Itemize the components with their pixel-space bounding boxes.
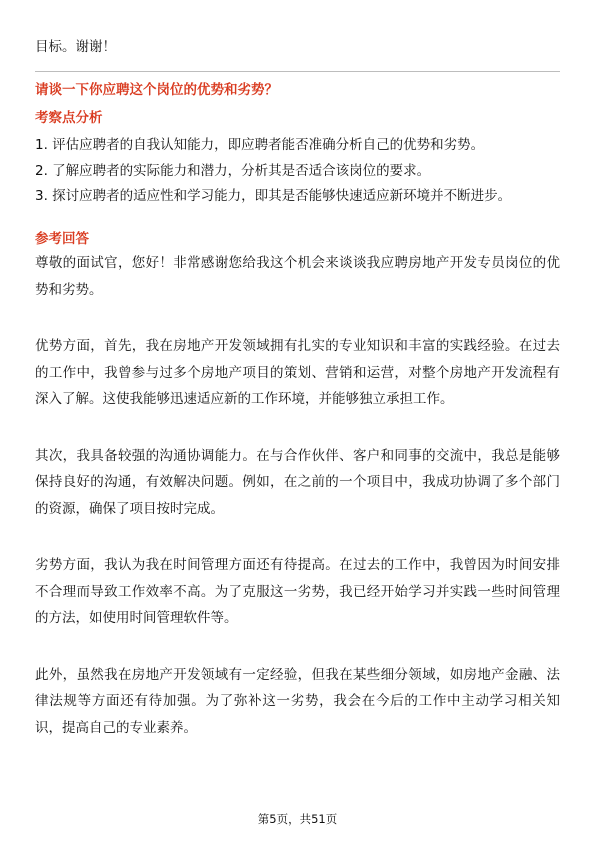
analysis-title: 考察点分析 xyxy=(35,110,103,126)
reference-answer xyxy=(35,250,560,771)
answer-paragraph: 优势方面，首先，我在房地产开发领域拥有扎实的专业知识和丰富的实践经验。在过去的工作中，我曾参与过多个房地产项目的策划、营销和运营，对整个房地产开发流程有深入了解。这使我能够迅速适应新的工作环境，并能够独立承担工作。 xyxy=(35,338,560,407)
intro-text: 目标。谢谢！ xyxy=(35,39,116,55)
answer-paragraph: 劣势方面，我认为我在时间管理方面还有待提高。在过去的工作中，我曾因为时间安排不合理而导致工作效率不高。为了克服这一劣势，我已经开始学习并实践一些时间管理的方法，如使用时间管理软件等。 xyxy=(35,557,560,626)
question-heading: 请谈一下你应聘这个岗位的优势和劣势？ xyxy=(35,82,278,98)
analysis-point: 1. 评估应聘者的自我认知能力，即应聘者能否准确分析自己的优势和劣势。 xyxy=(35,137,485,153)
answer-paragraph: 尊敬的面试官，您好！非常感谢您给我这个机会来谈谈我应聘房地产开发专员岗位的优势和劣势。 xyxy=(35,255,560,298)
divider xyxy=(35,71,560,72)
analysis-point: 3. 探讨应聘者的适应性和学习能力，即其是否能够快速适应新环境并不断进步。 xyxy=(35,188,512,204)
page-footer: 第5页，共51页 xyxy=(257,812,338,826)
reference-title: 参考回答 xyxy=(35,231,89,247)
answer-paragraph: 此外，虽然我在房地产开发领域有一定经验，但我在某些细分领域，如房地产金融、法律法规等方面还有待加强。为了弥补这一劣势，我会在今后的工作中主动学习相关知识，提高自己的专业素养。 xyxy=(35,666,560,736)
analysis-point: 2. 了解应聘者的实际能力和潜力，分析其是否适合该岗位的要求。 xyxy=(35,162,431,179)
answer-paragraph: 其次，我具备较强的沟通协调能力。在与合作伙伴、客户和同事的交流中，我总是能够保持良好的沟通，有效解决问题。例如，在之前的一个项目中，我成功协调了多个部门的资源，确保了项目按时完成。 xyxy=(35,447,560,517)
analysis-points xyxy=(35,136,511,213)
